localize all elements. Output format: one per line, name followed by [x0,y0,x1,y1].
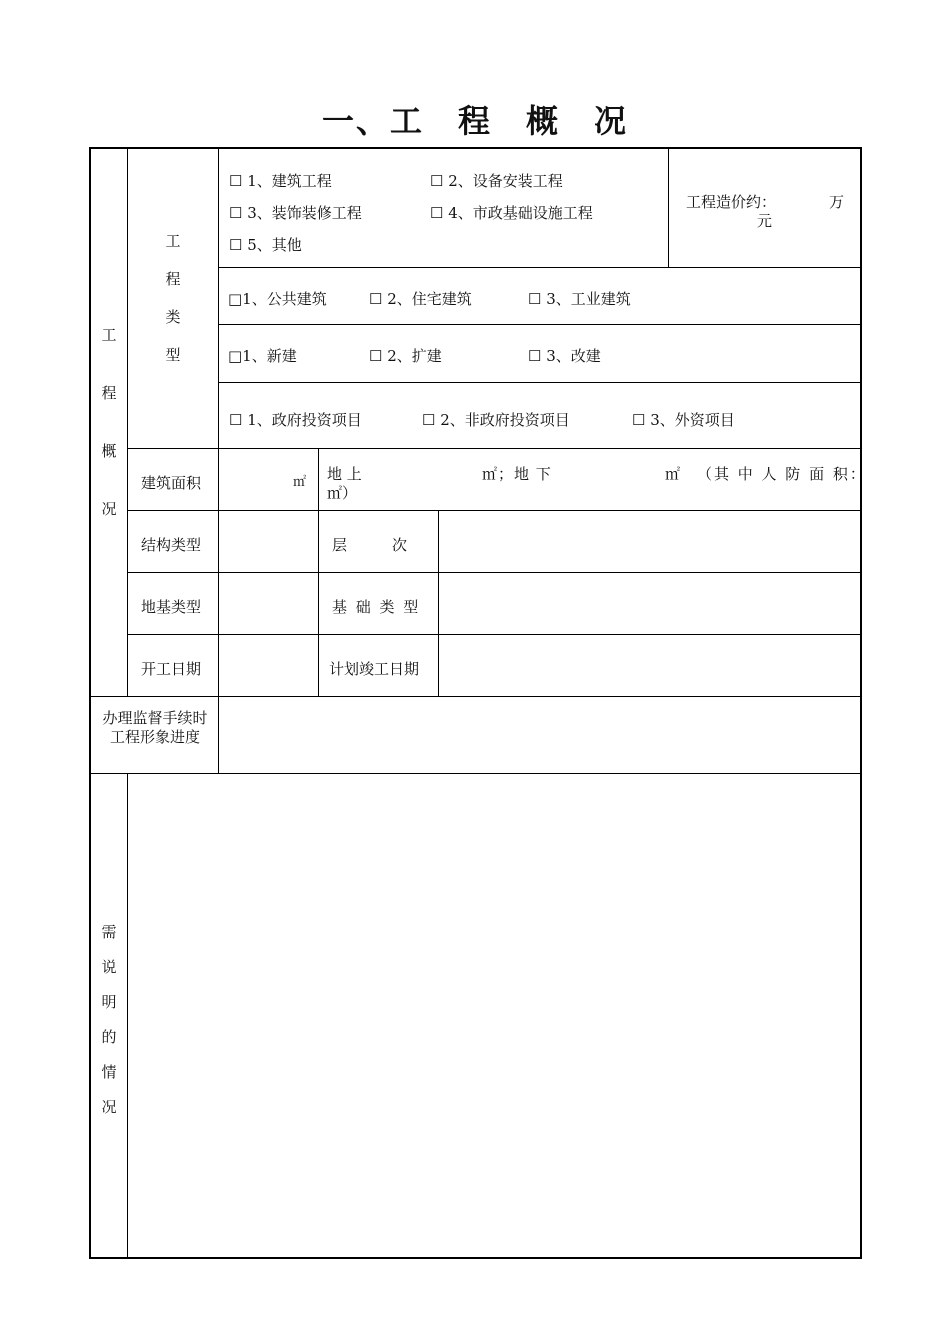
checkbox-expansion[interactable]: ☐ 2、扩建 [369,347,442,365]
cost-unit-2: 元 [757,212,773,230]
page-title: 一、工 程 概 况 [321,102,628,140]
ground-type-value[interactable] [219,573,318,634]
ground-type-label: 地基类型 [141,598,202,616]
side-char: 况 [101,500,117,518]
structure-type-value[interactable] [219,511,318,572]
checkbox-other[interactable]: ☐ 5、其他 [229,236,302,254]
structure-type-label: 结构类型 [141,536,202,554]
type-char: 类 [165,308,181,326]
notes-side-label [92,925,126,1115]
civil-defense-label: （其 中 人 防 面 积： [697,465,867,483]
side-char: 程 [101,384,117,402]
foundation-type-value[interactable] [439,573,860,634]
start-date-value[interactable] [219,635,318,696]
below-ground-label: ㎡；地 下 [482,465,552,483]
side-char: 概 [101,442,117,460]
type-char: 程 [165,270,181,288]
project-type-label [128,234,218,363]
notes-value[interactable] [128,774,860,1257]
floors-label: 层 次 [332,536,408,554]
notes-char: 的 [101,1028,117,1046]
progress-label: 办理监督手续时工程形象进度 [102,709,208,746]
planned-completion-value[interactable] [439,635,860,696]
checkbox-non-government-investment[interactable]: ☐ 2、非政府投资项目 [422,411,570,429]
cost-label: 工程造价约： [686,193,777,211]
civil-defense-unit: ㎡） [327,484,358,502]
type-char: 工 [165,232,181,250]
checkbox-government-investment[interactable]: ☐ 1、政府投资项目 [229,411,362,429]
notes-char: 明 [101,993,117,1011]
checkbox-renovation[interactable]: ☐ 3、改建 [528,347,601,365]
overview-side-label [92,328,126,517]
planned-completion-label: 计划竣工日期 [329,660,420,678]
progress-value[interactable] [219,697,860,773]
below-ground-unit: ㎡ [665,465,681,483]
checkbox-foreign-investment[interactable]: ☐ 3、外资项目 [632,411,735,429]
checkbox-industrial[interactable]: ☐ 3、工业建筑 [528,290,631,308]
cost-unit: 万 [829,193,845,211]
notes-char: 说 [101,958,117,976]
notes-char: 情 [101,1063,117,1081]
type-char: 型 [165,346,181,364]
notes-char: 况 [101,1098,117,1116]
checkbox-new-build[interactable]: □1、新建 [228,347,297,365]
notes-char: 需 [101,923,117,941]
checkbox-residential[interactable]: ☐ 2、住宅建筑 [369,290,472,308]
checkbox-building-works[interactable]: ☐ 1、建筑工程 [229,172,332,190]
checkbox-decoration[interactable]: ☐ 3、装饰装修工程 [229,204,362,222]
cost-value-cell[interactable] [669,149,860,267]
above-ground-label: 地 上 [327,465,362,483]
building-area-unit: ㎡ [293,475,307,490]
building-area-label: 建筑面积 [141,474,202,492]
side-char: 工 [101,326,117,344]
checkbox-public-building[interactable]: □1、公共建筑 [228,290,327,308]
foundation-type-label: 基 础 类 型 [332,598,421,616]
checkbox-equipment-install[interactable]: ☐ 2、设备安装工程 [430,172,563,190]
start-date-label: 开工日期 [141,660,202,678]
checkbox-municipal[interactable]: ☐ 4、市政基础设施工程 [430,204,593,222]
floors-value[interactable] [439,511,860,572]
